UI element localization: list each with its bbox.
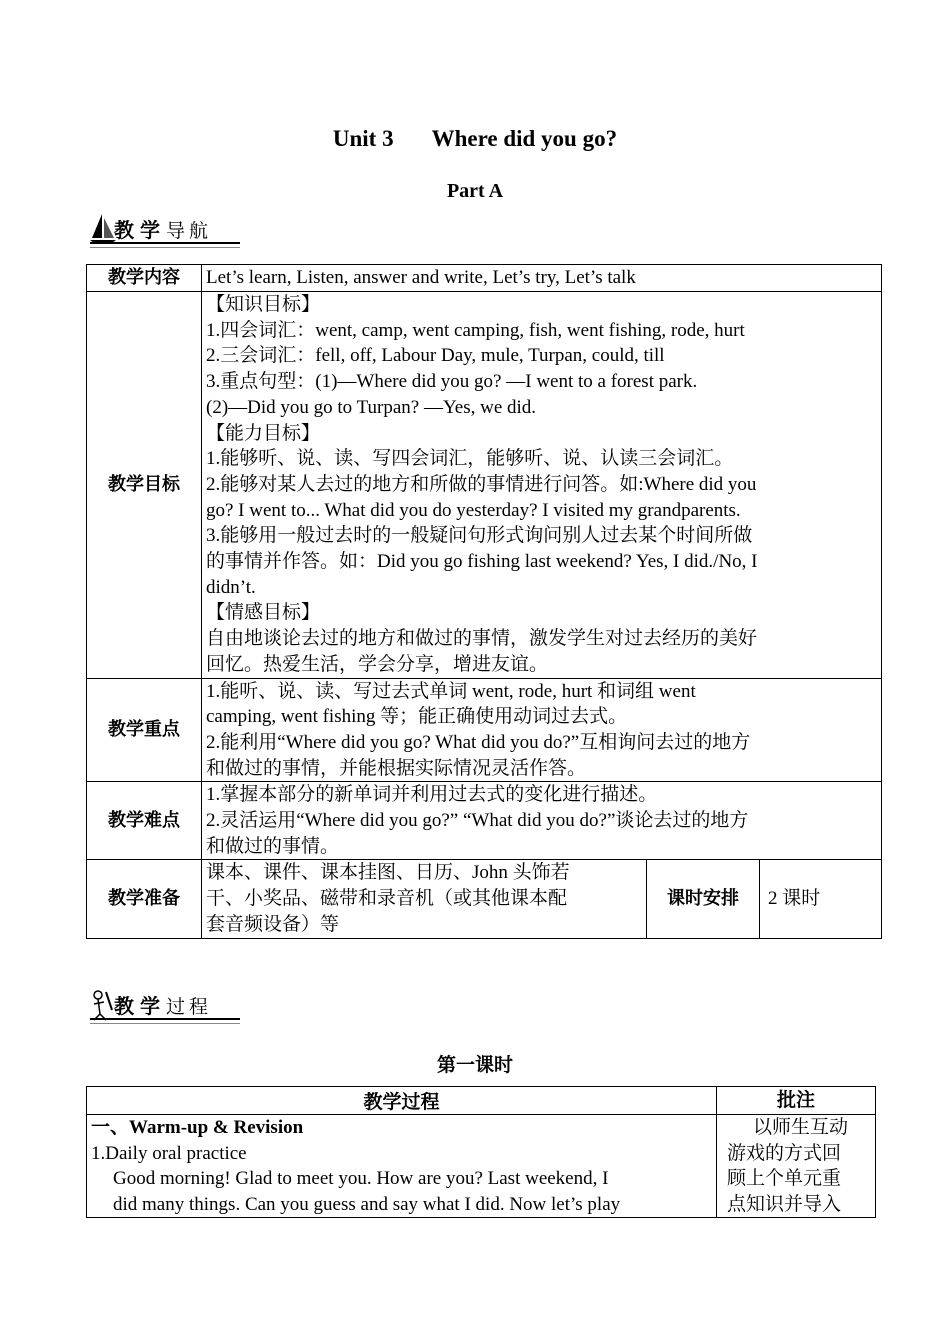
lesson-plan-table [86, 264, 882, 939]
note-line: 顾上个单元重 [727, 1167, 842, 1189]
process-line: 1.Daily oral practice [91, 1142, 247, 1164]
unit-number: Unit 3 [332, 126, 394, 151]
section-heading: 一、Warm-up & Revision [91, 1117, 304, 1138]
process-cell [87, 1115, 717, 1218]
goal-line: 【知识目标】 [206, 293, 321, 315]
session-title: 第一课时 [436, 1054, 513, 1076]
goal-line: 2.能够对某人去过的地方和所做的事情进行问答。如:Where did you [206, 473, 757, 495]
goal-line: 1.四会词汇：went, camp, went camping, fish, went fishing, rode, hurt [206, 319, 745, 341]
unit-title [0, 126, 950, 152]
goal-line: 的事情并作答。如：Did you go fishing last weekend? Yes, I did./No, I [206, 551, 758, 573]
key-points-row [87, 678, 882, 782]
process-col-header: 教学过程 [87, 1087, 717, 1115]
process-header-row [87, 1087, 876, 1115]
preparation-line: 课本、课件、课本挂图、日历、John 头饰若 [206, 862, 570, 884]
key-point-line: camping, went fishing 等；能正确使用动词过去式。 [206, 706, 628, 728]
goals-header: 教学目标 [87, 292, 202, 679]
goal-line: 【情感目标】 [206, 601, 321, 624]
banner-sub-text: 过程 [166, 996, 213, 1018]
difficulty-line: 1.掌握本部分的新单词并利用过去式的变化进行描述。 [206, 784, 658, 806]
banner-main-text: 教学 [114, 218, 166, 242]
teaching-guide-banner [88, 212, 248, 246]
note-line: 点知识并导入 [727, 1192, 842, 1215]
process-line: Good morning! Glad to meet you. How are you? Last weekend, I [113, 1168, 609, 1189]
schedule-value: 2 课时 [760, 860, 882, 938]
process-line: did many things. Can you guess and say what I did. Now let’s play [113, 1193, 621, 1215]
difficulty-line: 和做过的事情。 [206, 835, 340, 857]
content-row [87, 265, 882, 292]
part-label: Part A [446, 180, 504, 202]
notes-col-header: 批注 [717, 1087, 876, 1115]
teaching-process-banner [88, 988, 248, 1022]
key-point-line: 1.能听、说、读、写过去式单词 went, rode, hurt 和词组 went [206, 680, 696, 702]
goal-line: didn’t. [206, 576, 256, 598]
goal-line: 1.能够听、说、读、写四会词汇，能够听、说、认读三会词汇。 [206, 448, 734, 470]
goal-line: go? I went to... What did you do yesterday? I visited my grandparents. [206, 499, 741, 521]
difficulties-cell [202, 782, 882, 860]
content-text: Let’s learn, Listen, answer and write, Let’s try, Let’s talk [202, 265, 882, 292]
preparation-line: 套音频设备）等 [206, 913, 340, 935]
preparation-line: 干、小奖品、磁带和录音机（或其他课本配 [206, 888, 568, 910]
key-points-cell [202, 678, 882, 782]
note-line: 游戏的方式回 [727, 1141, 842, 1164]
schedule-header: 课时安排 [647, 860, 760, 938]
goal-line: 2.三会词汇：fell, off, Labour Day, mule, Turpan, could, till [206, 345, 665, 367]
goal-line: 3.能够用一般过去时的一般疑问句形式询问别人过去某个时间所做 [206, 525, 753, 547]
content-header: 教学内容 [87, 265, 202, 292]
banner-sub-text: 导航 [166, 220, 213, 242]
goals-row [87, 292, 882, 679]
preparation-header: 教学准备 [87, 860, 202, 938]
difficulty-line: 2.灵活运用“Where did you go?” “What did you do?”谈论去过的地方 [206, 810, 749, 832]
process-row [87, 1115, 876, 1218]
goals-cell [202, 292, 882, 679]
preparation-cell [202, 860, 647, 938]
key-points-header: 教学重点 [87, 678, 202, 782]
key-point-line: 2.能利用“Where did you go? What did you do?”互相询问去过的地方 [206, 731, 751, 753]
note-cell [717, 1115, 876, 1218]
banner-main-text: 教学 [114, 994, 166, 1018]
goal-line: 3.重点句型：(1)—Where did you go? —I went to a forest park. [206, 371, 698, 393]
goal-line: (2)—Did you go to Turpan? —Yes, we did. [206, 396, 537, 418]
goal-line: 回忆。热爱生活，学会分享，增进友谊。 [206, 652, 549, 675]
goal-line: 【能力目标】 [206, 421, 321, 444]
note-line: 以师生互动 [753, 1116, 849, 1138]
difficulties-header: 教学难点 [87, 782, 202, 860]
unit-topic: Where did you go? [431, 126, 618, 151]
preparation-row [87, 860, 882, 938]
difficulties-row [87, 782, 882, 860]
key-point-line: 和做过的事情，并能根据实际情况灵活作答。 [206, 757, 587, 779]
goal-line: 自由地谈论去过的地方和做过的事情，激发学生对过去经历的美好 [206, 627, 758, 650]
process-table [86, 1086, 876, 1218]
